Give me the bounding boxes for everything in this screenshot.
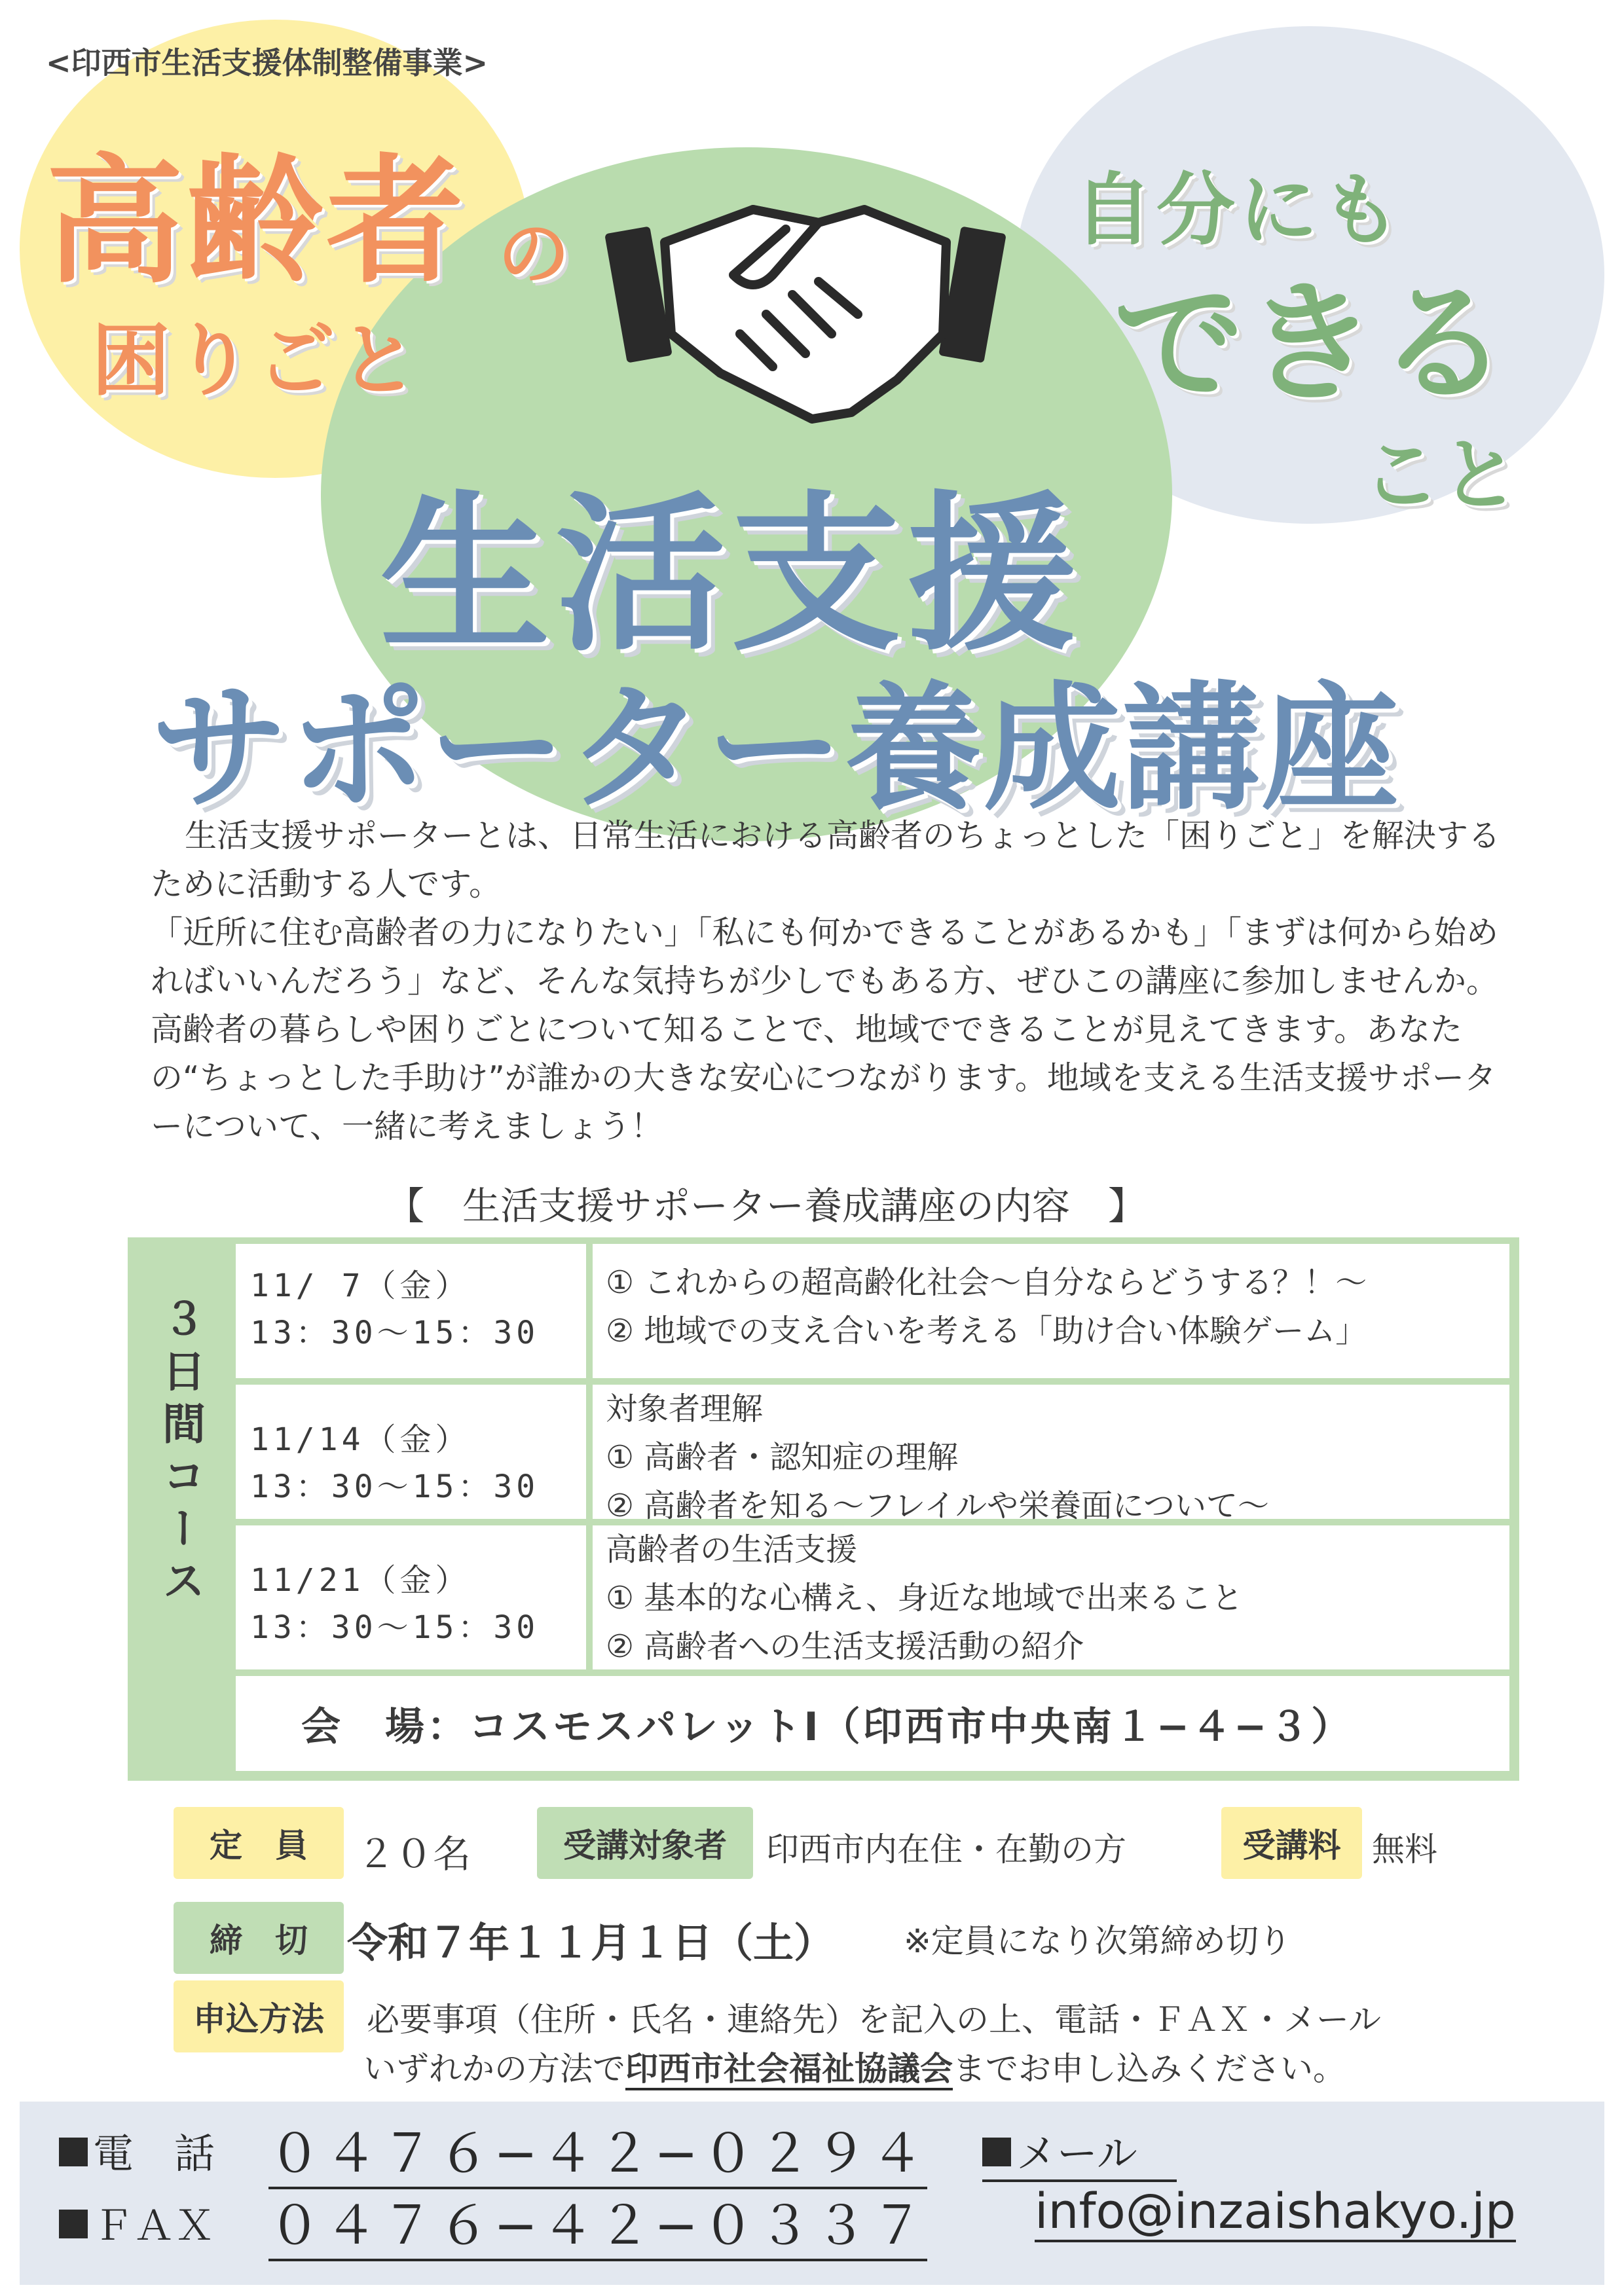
target-label: 受講対象者	[537, 1807, 753, 1879]
headline-koreisha: 高齢者	[46, 141, 467, 302]
session-2-content-cell	[593, 1385, 1509, 1524]
session-2-line-2: ① 高齢者・認知症の理解	[606, 1439, 959, 1476]
mail-address[interactable]: info@inzaishakyo.jp	[1035, 2183, 1516, 2242]
session-3-line-1: 高齢者の生活支援	[606, 1531, 858, 1568]
session-2-date-cell	[236, 1385, 586, 1519]
session-3-time: 13：30〜15：30	[250, 1609, 540, 1646]
fax-label-row	[59, 2193, 215, 2251]
intro-text	[151, 812, 1513, 1151]
session-3-date-cell	[236, 1525, 586, 1669]
handshake-icon	[602, 183, 1008, 432]
session-1-date: 11/ 7（金）	[250, 1267, 471, 1304]
session-3-line-2: ① 基本的な心構え、身近な地域で出来ること	[606, 1580, 1244, 1616]
session-1-time: 13：30〜15：30	[250, 1315, 540, 1351]
headline-no: の	[498, 212, 570, 296]
apply-line-1: 必要事項（住所・氏名・連絡先）を記入の上、電話・ＦＡＸ・メール	[367, 2001, 1381, 2039]
venue-cell	[236, 1676, 1509, 1771]
session-2-line-3: ② 高齢者を知る〜フレイルや栄養面について〜	[606, 1487, 1270, 1524]
headline-dekiru: できる	[1113, 268, 1511, 420]
apply-line-2	[363, 2043, 1346, 2090]
headline-jibunnimo: 自分にも	[1074, 165, 1404, 256]
square-bullet-icon	[59, 2138, 88, 2166]
deadline-note: ※定員になり次第締め切り	[904, 1922, 1291, 1960]
fee-value: 無料	[1372, 1831, 1437, 1868]
fax-number[interactable]: ０４７６−４２−０３３７	[268, 2183, 927, 2261]
session-1-line-2: ② 地域での支え合いを考える「助け合い体験ゲーム」	[606, 1313, 1367, 1349]
title-line-2: サポーター養成講座	[151, 668, 1401, 829]
apply-org-name: 印西市社会福祉協議会	[625, 2050, 953, 2090]
apply-method-label: 申込方法	[174, 1980, 344, 2052]
session-3-date: 11/21（金）	[250, 1562, 471, 1599]
tel-number[interactable]: ０４７６−４２−０２９４	[268, 2111, 927, 2189]
course-title: 【 生活支援サポーター養成講座の内容 】	[386, 1184, 1147, 1228]
mail-label: メール	[1016, 2130, 1137, 2178]
headline-komarigoto: 困りごと	[92, 316, 422, 407]
fax-label: ＦＡＸ	[93, 2202, 215, 2250]
square-bullet-icon	[982, 2138, 1011, 2166]
square-bullet-icon	[59, 2210, 88, 2238]
session-2-date: 11/14（金）	[250, 1421, 471, 1458]
intro-paragraph-1: 生活支援サポーターとは、日常生活における高齢者のちょっとした「困りごと」を解決するために活動する人です。	[151, 817, 1501, 903]
fee-label: 受講料	[1221, 1807, 1362, 1879]
deadline-value: 令和７年１１月１日（土）	[347, 1919, 835, 1967]
headline-koto: こと	[1362, 430, 1519, 521]
capacity-label: 定 員	[174, 1807, 344, 1879]
target-value: 印西市内在住・在勤の方	[766, 1831, 1126, 1868]
tel-label-row	[59, 2121, 215, 2179]
session-2-time: 13：30〜15：30	[250, 1468, 540, 1505]
title-line-1: 生活支援	[380, 477, 1082, 674]
tel-label: 電 話	[93, 2130, 215, 2178]
series-label: <印西市生活支援体制整備事業>	[46, 45, 489, 81]
intro-paragraph-2: 「近所に住む高齢者の力になりたい」「私にも何かできることがあるかも」「まずは何から始めればいいんだろう」など、そんな気持ちが少しでもある方、ぜひこの講座に参加しませんか。高齢者の暮らしや困りごとについて知ることで、地域でできることが見えてきます。あなたの“ちょっとした手助け”が誰かの大きな安心につながります。地域を支える生活支援サポーターについて、一緒に考えましょう！	[151, 914, 1499, 1145]
venue-text: 会 場：コスモスパレットⅠ（印西市中央南１−４−３）	[301, 1704, 1354, 1750]
course-length-text: ３日間コース	[155, 1296, 206, 1611]
session-1-date-cell	[236, 1244, 586, 1378]
session-1-line-1: ① これからの超高齢化社会〜自分ならどうする？！〜	[606, 1264, 1367, 1301]
session-2-line-1: 対象者理解	[606, 1391, 764, 1427]
session-3-line-3: ② 高齢者への生活支援活動の紹介	[606, 1628, 1084, 1665]
mail-label-row	[982, 2121, 1177, 2182]
deadline-label: 締 切	[174, 1902, 344, 1974]
session-3-content-cell	[593, 1525, 1509, 1669]
apply-line-2-post: までお申し込みください。	[953, 2050, 1346, 2088]
capacity-value: ２０名	[357, 1832, 471, 1876]
apply-line-2-pre: いずれかの方法で	[363, 2050, 625, 2088]
session-1-content-cell	[593, 1244, 1509, 1378]
course-length-label	[128, 1237, 232, 1669]
